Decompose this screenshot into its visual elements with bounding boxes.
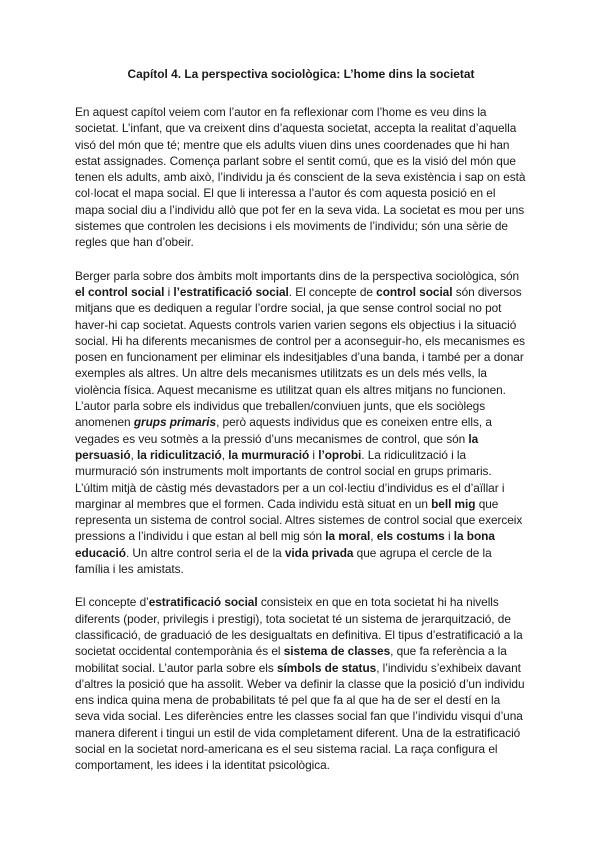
text-run: , — [221, 447, 229, 462]
text-run: , l’individu s’exhibeix davant d’altres la posició que ha assolit. Weber va definir la classe que la posició d’un individu ens indica quina mena de probabilitats té pel que fa al que ha de ser el destí en la seva vida social. Les diferències entre les classes social fan que l’individu visqui d’una manera diferent i tingui un estil de vida completament diferent. Una de la estratificació social en la societat nord-americana es el seu sistema racial. La raça configura el comportament, les idees i la identitat psicològica. — [75, 660, 525, 773]
bold-term: el control social — [75, 284, 165, 299]
bold-term: la ridiculització — [137, 447, 222, 462]
text-run: En aquest capítol veiem com l’autor en fa reflexionar com l’home es veu dins la societat. L’infant, que va creixent dins d’aquesta societat, accepta la realitat d’aquella visó del món que té; mentre que els adults viuen dins unes coordenades que hi han estat assignades. Comença parlant sobre el sentit comú, que es la visió del món que tenen els adults, amb això, l’individu ja és conscient de la seva existència i sap on està col·locat el mapa social. El que li interessa a l’autor és com aquesta posició en el mapa social diu a l’individu allò que pot fer en la seva vida. La societat es mou per uns sistemes que controlen les decisions i els moviments de l’individu; són una sèrie de regles que han d’obeir. — [75, 105, 526, 250]
text-run: . Un altre control seria el de la — [125, 545, 285, 560]
text-run: i — [444, 529, 454, 544]
bold-term: bell mig — [431, 496, 476, 511]
bold-term: control social — [376, 284, 453, 299]
text-run: . La ridiculització i la murmuració són instruments molt importants de control social en grups primaris. L’últim mitjà de càstig més devastadors per a un col·lectiu d’individus es el d’aïllar i marginar al membres que el formen. Cada individu està situat en un — [75, 447, 505, 511]
bold-term: estratificació social — [148, 595, 258, 610]
text-run: , que fa referència a la mobilitat social. L’autor parla sobre els — [75, 644, 507, 675]
bold-term: la murmuració — [228, 447, 310, 462]
chapter-title: Capítol 4. La perspectiva sociològica: L’home dins la societat — [127, 67, 475, 81]
text-run: són diversos mitjans que es dediquen a regular l’ordre social, ja que sense control social no pot haver-hi cap societat. Aquests controls varien varien segons els objectius i la situació social. Hi ha diferents mecanismes de control per a aconseguir-ho, els mecanismes es posen en funcionament per eliminar els indesitjables d’una banda, i també per a donar exemples als altres. Un altre dels mecanismes utilitzats es un dels més vells, la violència física. Aquest mecanisme es utilitzat quan els altres mitjans no funcionen. L’autor parla sobre els individus que treballen/conviuen junts, que els sociòlegs anomenen — [75, 284, 526, 430]
bold-term: l’oprobi — [318, 447, 362, 462]
bold-term: símbols de status — [276, 660, 377, 675]
bold-term: la persuasió — [75, 431, 479, 462]
text-run: , — [130, 447, 137, 462]
bold-term: l’estratificació social — [173, 284, 289, 299]
text-run: i — [309, 447, 319, 462]
document-page — [75, 66, 527, 791]
paragraph-3 — [75, 594, 527, 773]
text-run: i — [164, 284, 174, 299]
paragraph-2 — [75, 268, 527, 578]
text-run: . El concepte de — [288, 284, 377, 299]
bold-term: sistema de classes — [283, 644, 391, 659]
text-run: , — [370, 529, 377, 544]
bold-italic-term: grups primaris — [133, 415, 217, 430]
paragraph-1 — [75, 104, 527, 251]
document-body — [75, 104, 527, 774]
text-run: Berger parla sobre dos àmbits molt importants dins de la perspectiva sociològica, són — [75, 268, 520, 283]
bold-term: els costums — [376, 529, 445, 544]
text-run: que agrupa el cercle de la família i les amistats. — [75, 545, 492, 577]
text-run: El concepte d’ — [75, 595, 149, 610]
text-run: consisteix en que en tota societat hi ha nivells diferents (poder, privilegis i prestigi), tota societat té un sistema de jerarquització, de classificació, de graduació de les desigualtats en definitiva. El tipus d’estratificació a la societat occidental contemporània és el — [75, 595, 523, 659]
bold-term: vida privada — [284, 545, 354, 560]
text-run: , però aquests individus que es coneixen entre ells, a vegades es veu sotmès a la pressió d’uns mecanismes de control, que són — [75, 415, 492, 446]
text-run: que representa un sistema de control social. Altres sistemes de control social que exerceix pressions a l’individu i que estan al bell mig són — [75, 496, 523, 544]
bold-term: la bona educació — [75, 529, 495, 560]
bold-term: la moral — [325, 529, 371, 544]
